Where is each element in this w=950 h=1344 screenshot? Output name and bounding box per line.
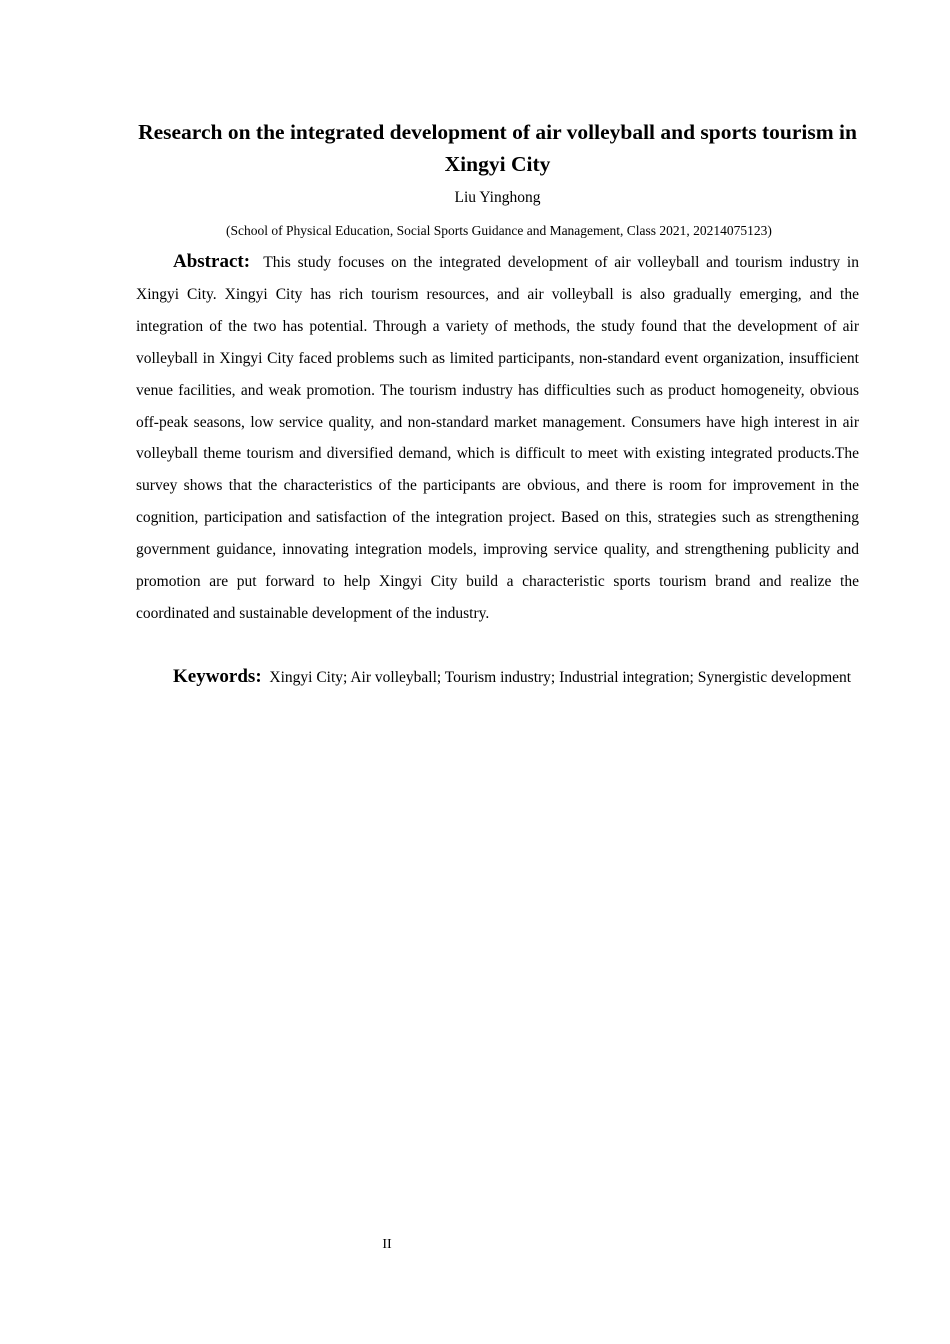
abstract-label: Abstract: (173, 251, 251, 272)
keywords-paragraph (136, 661, 859, 694)
abstract-text: This study focuses on the integrated development of air volleyball and tourism industry in Xingyi City. Xingyi City has rich tourism resources, and air volleyball is also gradually emerging, and the integration of the two has potential. Through a variety of methods, the study found that the development of air volleyball in Xingyi City faced problems such as limited participants, non-standard event organization, insufficient venue facilities, and weak promotion. The tourism industry has difficulties such as product homogeneity, obvious off-peak seasons, low service quality, and non-standard market management. Consumers have high interest in air volleyball theme tourism and diversified demand, which is difficult to meet with existing integrated products.The survey shows that the characteristics of the participants are obvious, and there is room for improvement in the cognition, participation and satisfaction of the integration project. Based on this, strategies such as strengthening government guidance, innovating integration models, improving service quality, and strengthening publicity and promotion are put forward to help Xingyi City build a characteristic sports tourism brand and realize the coordinated and sustainable development of the industry. (136, 254, 859, 622)
page-number: II (382, 1237, 392, 1252)
author-affiliation: (School of Physical Education, Social Sports Guidance and Management, Class 2021, 20214075123) (226, 223, 772, 238)
keywords-text: Xingyi City; Air volleyball; Tourism industry; Industrial integration; Synergistic development (269, 669, 852, 686)
author-name: Liu Yinghong (454, 189, 541, 206)
keywords-label: Keywords: (173, 666, 262, 687)
page-title: Research on the integrated development of air volleyball and sports tourism in Xingyi City (138, 120, 857, 176)
abstract-paragraph (136, 246, 859, 630)
